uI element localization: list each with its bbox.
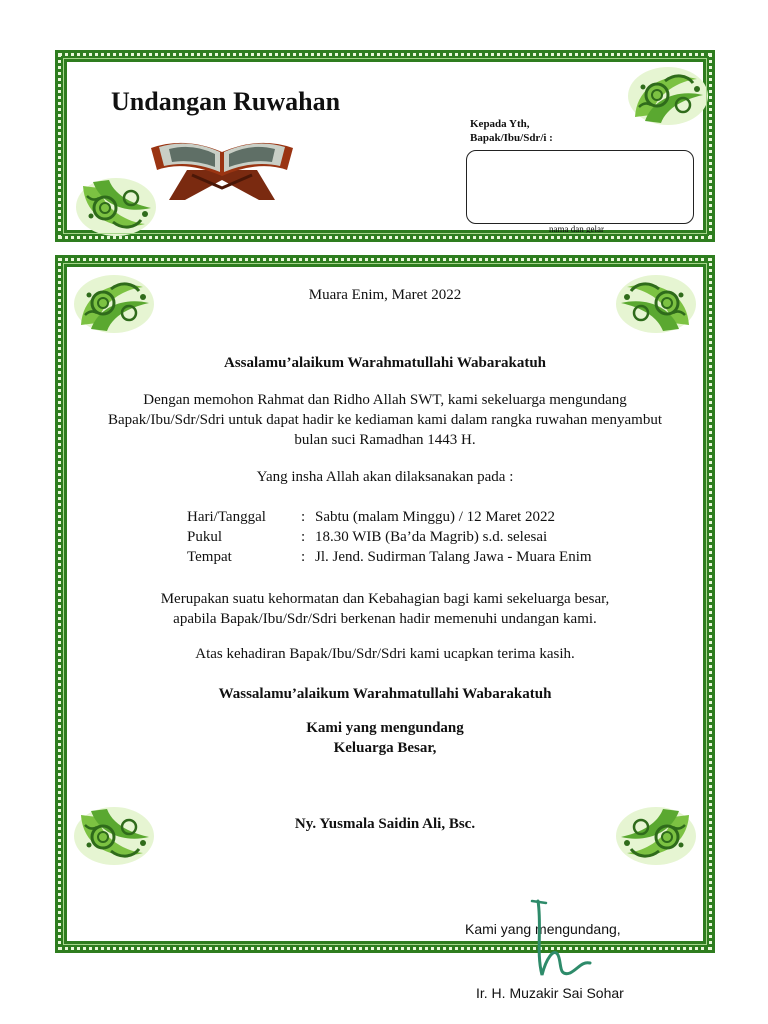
handwritten-signature bbox=[528, 897, 598, 987]
intro-line-2: Bapak/Ibu/Sdr/Sdri untuk dapat hadir ke kediaman kami dalam rangka ruwahan menyambut bbox=[107, 412, 662, 428]
detail-label: Pukul bbox=[187, 529, 223, 545]
detail-label: Hari/Tanggal bbox=[187, 509, 266, 525]
detail-colon: : bbox=[301, 549, 306, 565]
invitation-letter-card bbox=[55, 255, 715, 953]
schedule-intro: Yang insha Allah akan dilaksanakan pada : bbox=[256, 469, 514, 485]
corner-ornament-bottom-left bbox=[75, 176, 157, 238]
honor-line-2: apabila Bapak/Ibu/Sdr/Sdri berkenan hadir memenuhi undangan kami. bbox=[173, 611, 597, 627]
quran-on-stand-icon bbox=[147, 130, 297, 202]
recipient-label bbox=[470, 117, 553, 145]
inviter-name: Ny. Yusmala Saidin Ali, Bsc. bbox=[294, 816, 476, 832]
closing-greeting: Wassalamu’alaikum Warahmatullahi Wabarakatuh bbox=[218, 686, 552, 702]
honor-line-1: Merupakan suatu kehormatan dan Kebahagian bagi kami sekeluarga besar, bbox=[160, 591, 610, 607]
recipient-name-box bbox=[466, 150, 694, 224]
detail-label: Tempat bbox=[187, 549, 232, 565]
invitation-header-card bbox=[55, 50, 715, 242]
signature-caption: Kami yang mengundang, bbox=[465, 921, 621, 937]
signer-name: Ir. H. Muzakir Sai Sohar bbox=[476, 985, 624, 1001]
detail-value: Sabtu (malam Minggu) / 12 Maret 2022 bbox=[315, 509, 555, 525]
corner-ornament-top-right bbox=[627, 65, 709, 127]
intro-line-3: bulan suci Ramadhan 1443 H. bbox=[294, 432, 476, 448]
opening-greeting: Assalamu’alaikum Warahmatullahi Wabarakatuh bbox=[223, 355, 547, 371]
intro-line-1: Dengan memohon Rahmat dan Ridho Allah SWT, kami sekeluarga mengundang bbox=[143, 392, 627, 408]
signature-block bbox=[462, 895, 662, 1015]
name-box-caption: nama dan gelar bbox=[549, 224, 604, 234]
detail-colon: : bbox=[301, 529, 306, 545]
detail-value: Jl. Jend. Sudirman Talang Jawa - Muara Enim bbox=[315, 549, 592, 565]
detail-colon: : bbox=[301, 509, 306, 525]
recipient-line-2: Bapak/Ibu/Sdr/i : bbox=[470, 132, 553, 144]
place-date: Muara Enim, Maret 2022 bbox=[308, 287, 462, 303]
thanks-line: Atas kehadiran Bapak/Ibu/Sdr/Sdri kami ucapkan terima kasih. bbox=[195, 646, 575, 662]
inviter-line-1: Kami yang mengundang bbox=[306, 720, 464, 736]
recipient-line-1: Kepada Yth, bbox=[470, 118, 530, 130]
detail-value: 18.30 WIB (Ba’da Magrib) s.d. selesai bbox=[315, 529, 548, 545]
invitation-title: Undangan Ruwahan bbox=[111, 87, 341, 116]
inviter-line-2: Keluarga Besar, bbox=[333, 740, 437, 756]
